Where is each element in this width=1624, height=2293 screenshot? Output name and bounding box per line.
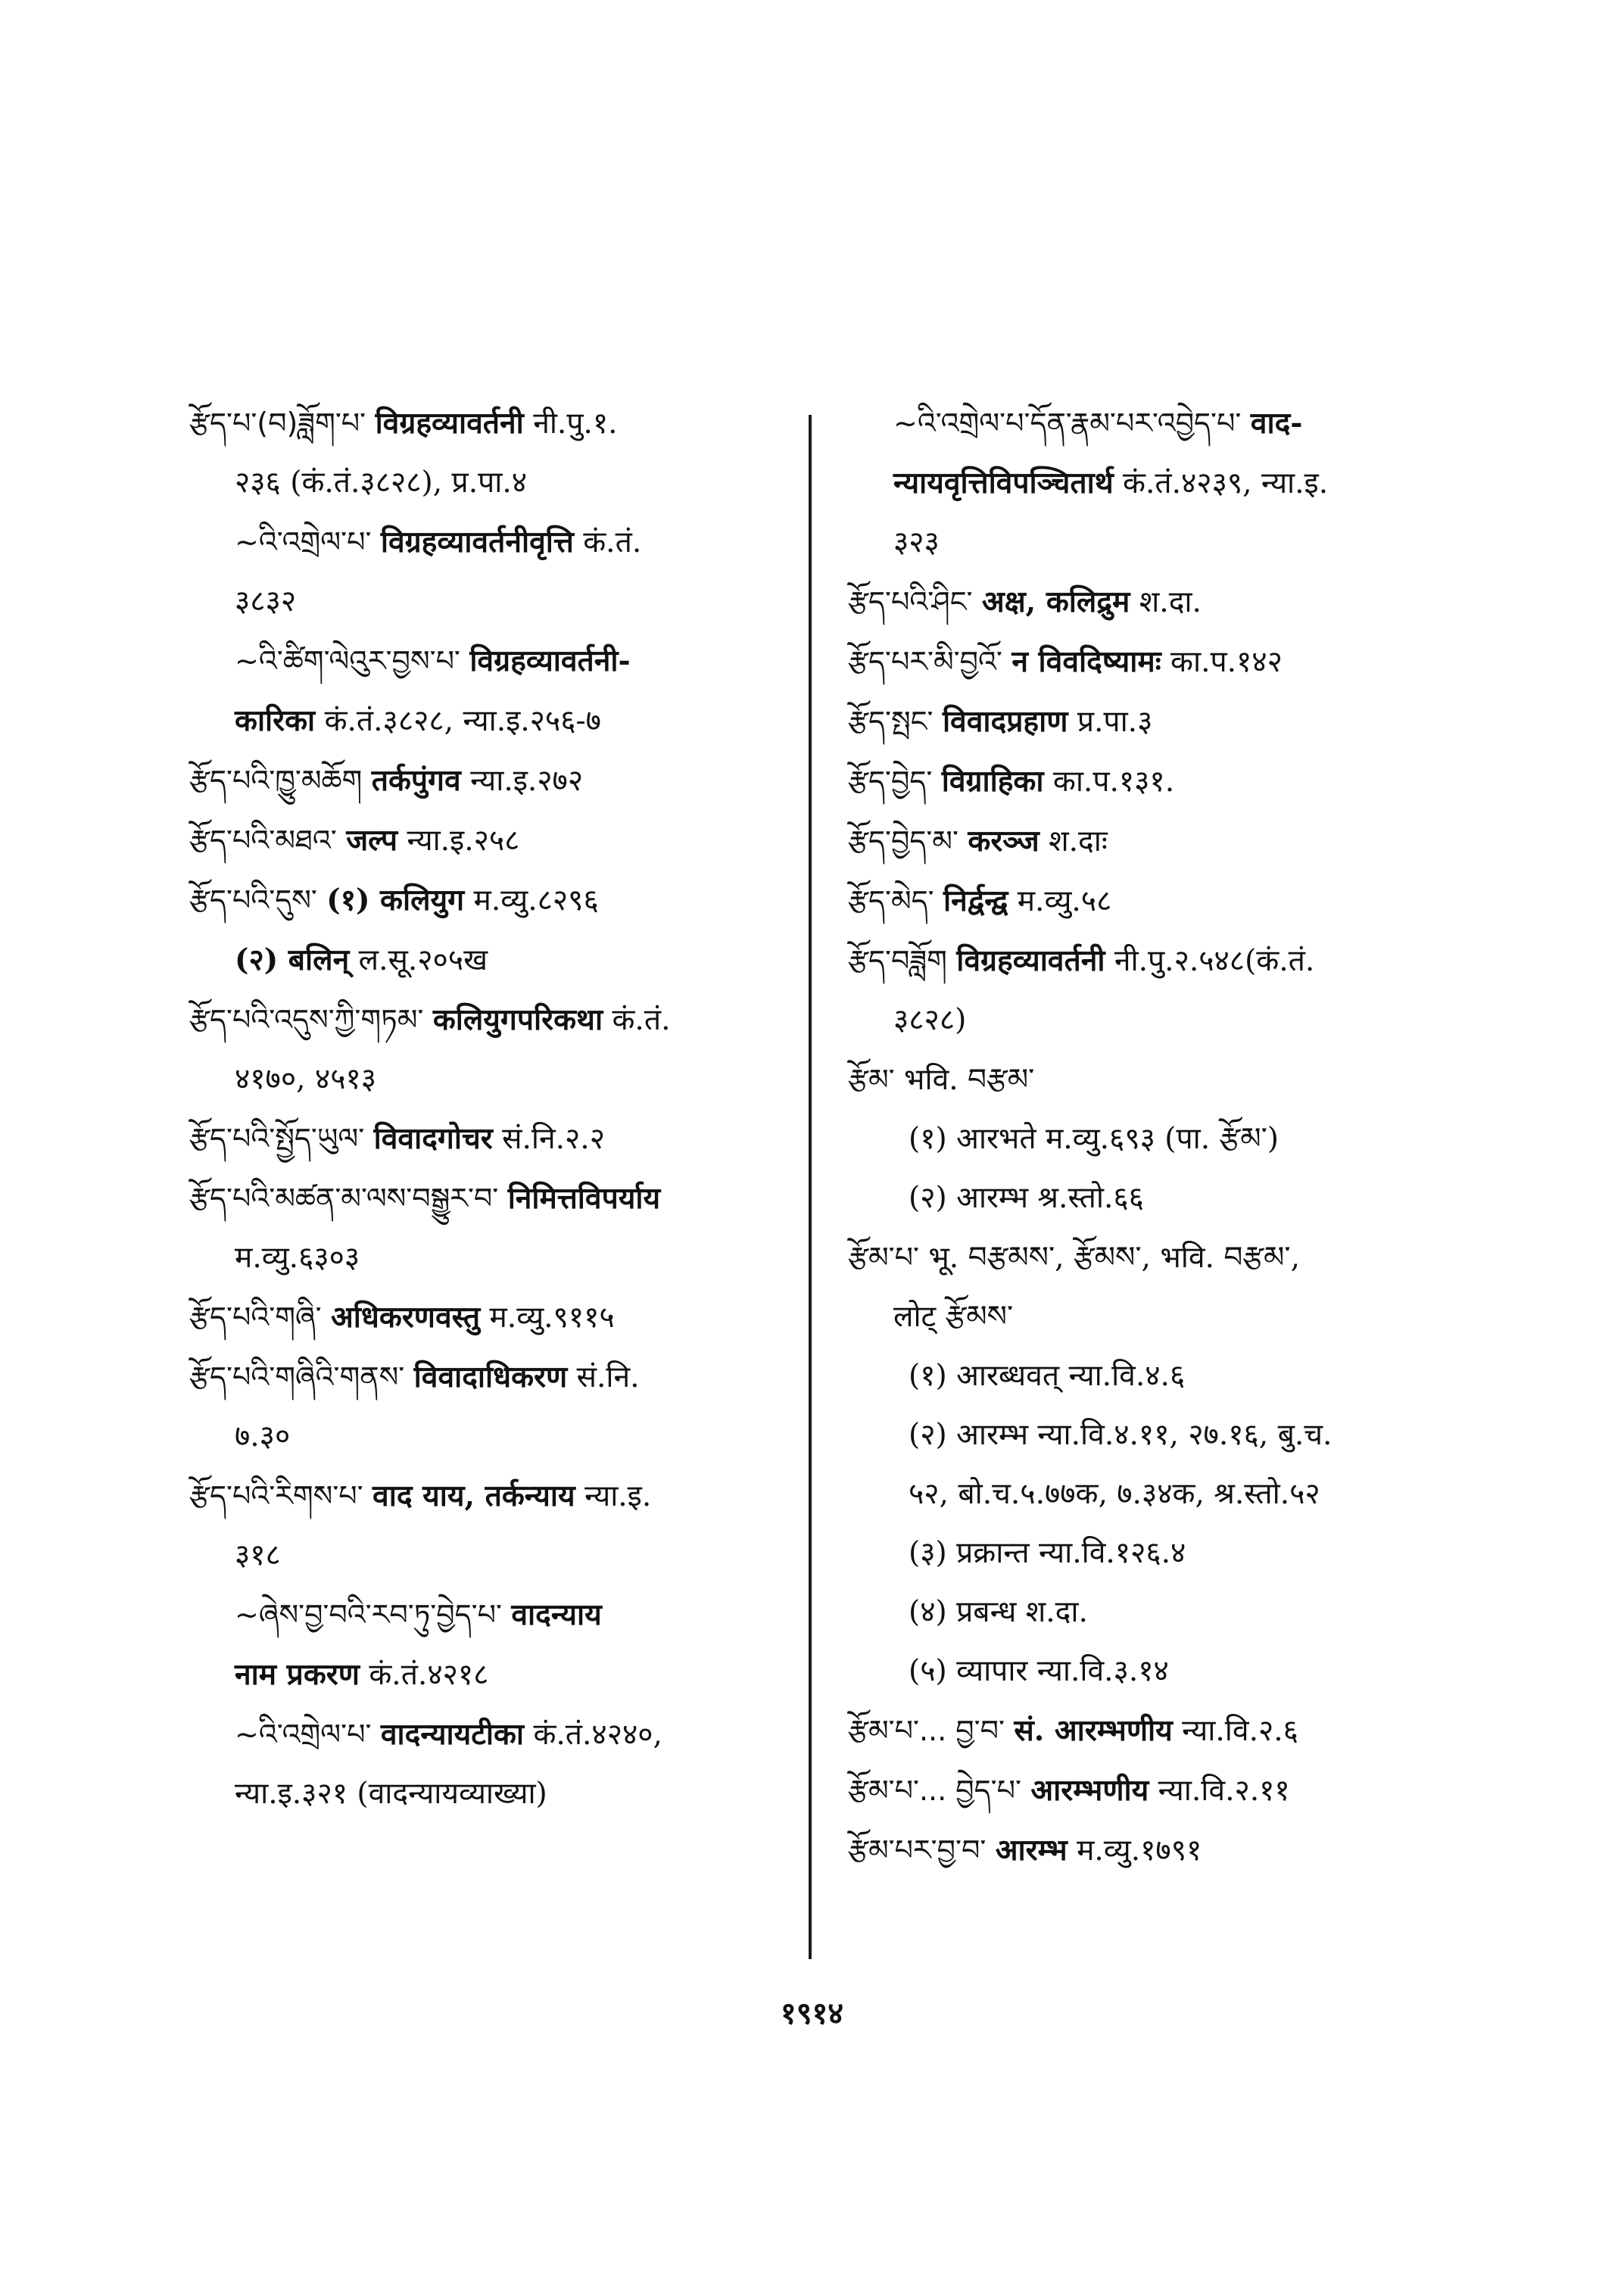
tibetan-headword: ~ཞེས་བྱ་བའི་རབ་ཏུ་བྱེད་པ་	[235, 1598, 502, 1631]
sanskrit-equivalent: तर्कपुंगव	[371, 763, 461, 798]
source-reference: म.व्यु.६३०३	[235, 1241, 360, 1275]
source-reference: म.व्यु.९११५	[489, 1301, 615, 1335]
dictionary-entry	[848, 812, 1454, 871]
dictionary-entry	[848, 1701, 1454, 1761]
dictionary-entry	[189, 1288, 787, 1347]
dictionary-entry	[848, 572, 1454, 632]
source-reference: नी.पु.२.५४८(कं.तं.	[1114, 944, 1315, 978]
sanskrit-equivalent: विग्रहव्यावर्तनी-	[469, 643, 631, 678]
source-reference: श.दा.	[1139, 585, 1202, 619]
dictionary-entry	[848, 871, 1454, 931]
sanskrit-equivalent: विवादप्रहाण	[942, 704, 1068, 739]
source-reference: कं.तं.४२४०,	[533, 1718, 662, 1752]
source-reference: भवि. བརྩམ་	[904, 1063, 1035, 1097]
entry-continuation	[848, 453, 1454, 513]
source-reference: ३२३	[893, 525, 940, 559]
source-reference: म.व्यु.५८	[1017, 884, 1112, 918]
entry-continuation	[189, 1229, 787, 1288]
source-reference: कं.तं.४२३९, न्या.इ.	[1123, 466, 1329, 500]
sanskrit-equivalent: वाद-	[1250, 406, 1303, 441]
source-reference: ४१७०, ४५१३	[235, 1062, 377, 1096]
dictionary-entry	[848, 931, 1454, 991]
entry-continuation	[848, 991, 1454, 1050]
source-reference: ३८३२	[235, 584, 297, 618]
tibetan-headword: ~འི་ཚིག་ལེའུར་བྱས་པ་	[235, 644, 460, 678]
source-reference: कं.तं.	[583, 525, 642, 559]
source-reference: (४) प्रबन्ध श.दा.	[909, 1595, 1088, 1629]
tibetan-headword: རྩོད་མེད་	[848, 884, 934, 918]
dictionary-entry	[189, 1347, 787, 1407]
tibetan-headword: རྩོམ་པར་བྱ་བ་	[848, 1833, 987, 1867]
sanskrit-equivalent: कलियुगपरिकथा	[432, 1002, 603, 1037]
source-reference: न्या.इ.	[584, 1479, 652, 1513]
sanskrit-equivalent: विग्रहव्यावर्तनीवृत्ति	[380, 525, 574, 559]
source-reference: न्या.वि.२.११	[1158, 1774, 1290, 1808]
tibetan-headword: རྩོད་བྱེད་མ་	[848, 824, 959, 858]
source-reference: प्र.पा.३	[1077, 705, 1153, 739]
tibetan-headword: རྩོད་པ་(བ)ཟློག་པ་	[189, 407, 366, 440]
entry-continuation	[848, 1288, 1454, 1347]
dictionary-entry	[189, 394, 787, 453]
dictionary-entry	[848, 1228, 1454, 1288]
tibetan-headword: རྩོད་པའི་ཁྱུ་མཆོག	[189, 764, 363, 797]
tibetan-headword: རྩོད་བྱེད་	[848, 765, 933, 798]
source-reference: (२) आरम्भ न्या.वि.४.११, २७.१६, बु.च.	[909, 1418, 1333, 1452]
source-reference: न्या.इ.२५८	[407, 824, 520, 858]
sanskrit-equivalent: सं. आरम्भणीय	[1014, 1713, 1173, 1748]
sanskrit-equivalent: निमित्तविपर्याय	[507, 1181, 661, 1216]
source-reference: श.दाः	[1049, 824, 1108, 858]
sanskrit-equivalent: करञ्ज	[968, 824, 1040, 858]
source-reference: सं.नि.	[576, 1360, 640, 1394]
sanskrit-equivalent: वादन्यायटीका	[380, 1717, 525, 1752]
source-reference: न्या.वि.२.६	[1182, 1714, 1298, 1748]
tibetan-headword: རྩོམ་པ་... བྱ་བ་	[848, 1714, 1005, 1747]
tibetan-headword: ~འི་འགྲེལ་པ་	[235, 1718, 372, 1751]
entry-continuation	[848, 1583, 1454, 1642]
tibetan-headword: ~འི་འགྲེལ་པ་	[235, 525, 372, 559]
source-reference: नी.पु.१.	[533, 407, 618, 441]
dictionary-entry	[848, 394, 1454, 453]
sanskrit-equivalent: विग्रहव्यावर्तनी	[375, 406, 524, 441]
source-reference: ७.३०	[235, 1419, 291, 1453]
source-reference: (१) आरभते म.व्यु.६९३ (पा. རྩོམ་)	[909, 1122, 1280, 1156]
tibetan-headword: རྩོམ་	[848, 1063, 895, 1096]
tibetan-headword: རྩོད་པའི་དུས་	[189, 883, 317, 917]
dictionary-entry	[189, 1705, 787, 1765]
sanskrit-equivalent: विवादगोचर	[373, 1121, 493, 1156]
tibetan-headword: རྩོད་བཟློག	[848, 944, 947, 977]
dictionary-entry	[189, 512, 787, 572]
entry-continuation	[848, 1347, 1454, 1406]
entry-continuation	[189, 1526, 787, 1585]
tibetan-headword: རྩོད་པར་མི་བྱའོ་	[848, 645, 1002, 678]
source-reference: कं.तं.३८२८, न्या.इ.२५६-७	[324, 704, 601, 738]
tibetan-headword: རྩོད་པའི་རིགས་པ་	[189, 1479, 363, 1513]
entry-continuation	[848, 1524, 1454, 1583]
entry-continuation	[848, 1465, 1454, 1524]
entry-continuation	[189, 1765, 787, 1824]
sanskrit-equivalent: न विवदिष्यामः	[1011, 644, 1161, 679]
sanskrit-equivalent: विवादाधिकरण	[413, 1360, 568, 1394]
entry-continuation	[848, 1406, 1454, 1465]
dictionary-entry	[189, 990, 787, 1050]
sanskrit-equivalent: नाम प्रकरण	[235, 1657, 360, 1692]
source-reference: (५) व्यापार न्या.वि.३.१४	[909, 1654, 1169, 1688]
source-reference: (२) आरम्भ श्र.स्तो.६६	[909, 1181, 1144, 1215]
dictionary-entry	[189, 751, 787, 811]
source-reference: का.प.१४२	[1170, 645, 1283, 679]
column-divider	[809, 415, 812, 1959]
source-reference: (१) आरब्धवत् न्या.वि.४.६	[909, 1359, 1186, 1393]
right-column	[848, 394, 1454, 1880]
sanskrit-equivalent: न्यायवृत्तिविपञ्चितार्थ	[893, 466, 1114, 500]
source-reference: सं.नि.२.२	[502, 1122, 605, 1156]
sanskrit-equivalent: अक्ष, कलिद्रुम	[981, 584, 1130, 619]
source-reference: न्या.इ.३२१ (वादन्यायव्याख्या)	[235, 1777, 547, 1811]
tibetan-headword: རྩོད་པའི་སྤྱོད་ཡུལ་	[189, 1122, 365, 1155]
dictionary-entry	[189, 1169, 787, 1229]
sanskrit-equivalent: निर्द्वन्द्व	[943, 883, 1008, 918]
sanskrit-equivalent: कारिका	[235, 703, 316, 738]
entry-continuation	[848, 1169, 1454, 1228]
sanskrit-equivalent: (२) बलिन्	[235, 942, 350, 977]
entry-continuation	[848, 1110, 1454, 1169]
entry-continuation	[189, 572, 787, 631]
sanskrit-equivalent: विग्रहव्यावर्तनी	[956, 943, 1105, 978]
source-reference: (३) प्रक्रान्त न्या.वि.१२६.४	[909, 1536, 1186, 1570]
dictionary-entry	[189, 1585, 787, 1645]
source-reference: ल.सू.२०५ख	[358, 943, 488, 977]
entry-continuation	[848, 1642, 1454, 1701]
tibetan-headword: ~འི་འགྲེལ་པ་དོན་རྣམ་པར་འབྱེད་པ་	[893, 407, 1242, 440]
dictionary-entry	[848, 1761, 1454, 1821]
entry-continuation	[189, 453, 787, 512]
entry-continuation	[189, 691, 787, 751]
source-reference: भू. བརྩམས་, རྩོམས་, भवि. བརྩམ་,	[928, 1241, 1301, 1275]
sanskrit-equivalent: अधिकरणवस्तु	[330, 1300, 481, 1335]
dictionary-entry	[189, 1109, 787, 1169]
source-reference: ५२, बो.च.५.७७क, ७.३४क, श्र.स्तो.५२	[909, 1477, 1320, 1511]
source-reference: कं.तं.४२१८	[369, 1658, 489, 1692]
entry-continuation	[189, 1050, 787, 1109]
dictionary-entry	[848, 692, 1454, 752]
sanskrit-equivalent: आरम्भणीय	[1030, 1773, 1149, 1808]
left-column	[189, 394, 787, 1824]
source-reference: ३८२८)	[893, 1003, 967, 1037]
entry-continuation	[848, 513, 1454, 572]
source-reference: का.प.१३१.	[1052, 765, 1175, 799]
source-reference: ३१८	[235, 1538, 281, 1572]
tibetan-headword: རྩོམ་པ་	[848, 1241, 919, 1274]
dictionary-entry	[848, 1050, 1454, 1110]
page-number: १९१४	[780, 1995, 844, 2031]
tibetan-headword: རྩོད་སྤང་	[848, 705, 934, 738]
tibetan-headword: རྩོད་པའི་ཤིང་	[848, 585, 973, 618]
sanskrit-equivalent: आरम्भ	[995, 1833, 1068, 1868]
dictionary-entry	[189, 1466, 787, 1526]
sanskrit-equivalent: विग्राहिका	[941, 764, 1044, 799]
entry-continuation	[189, 930, 787, 990]
dictionary-entry	[848, 1821, 1454, 1880]
tibetan-headword: རྩོམ་པ་... བྱེད་པ་	[848, 1774, 1021, 1807]
dictionary-entry	[848, 752, 1454, 812]
dictionary-entry	[189, 811, 787, 871]
entry-continuation	[189, 1407, 787, 1466]
source-reference: म.व्यु.८२९६	[473, 883, 599, 918]
source-reference: न्या.इ.२७२	[470, 764, 584, 798]
sanskrit-equivalent: (१) कलियुग	[326, 883, 465, 918]
dictionary-entry	[189, 631, 787, 691]
sanskrit-equivalent: जल्प	[346, 823, 398, 858]
source-reference: लोट् རྩོམས་	[893, 1300, 1014, 1334]
tibetan-headword: རྩོད་པའི་མཚན་མ་ལས་བསྒྱུར་བ་	[189, 1182, 499, 1215]
source-reference: २३६ (कं.तं.३८२८), प्र.पा.४	[235, 466, 528, 500]
dictionary-entry	[848, 632, 1454, 692]
sanskrit-equivalent: वाद याय, तर्कन्याय	[372, 1478, 575, 1513]
source-reference: म.व्यु.१७९१	[1077, 1833, 1202, 1868]
sanskrit-equivalent: वादन्याय	[511, 1597, 602, 1632]
dictionary-entry	[189, 871, 787, 930]
tibetan-headword: རྩོད་པའི་གཞི་	[189, 1301, 322, 1334]
tibetan-headword: རྩོད་པའི་མཐའ་	[189, 824, 337, 857]
tibetan-headword: རྩོད་པའི་འདུས་ཀྱི་གཏམ་	[189, 1003, 424, 1036]
entry-continuation	[189, 1645, 787, 1705]
source-reference: कं.तं.	[612, 1003, 671, 1037]
tibetan-headword: རྩོད་པའི་གཞིའི་གནས་	[189, 1360, 405, 1394]
